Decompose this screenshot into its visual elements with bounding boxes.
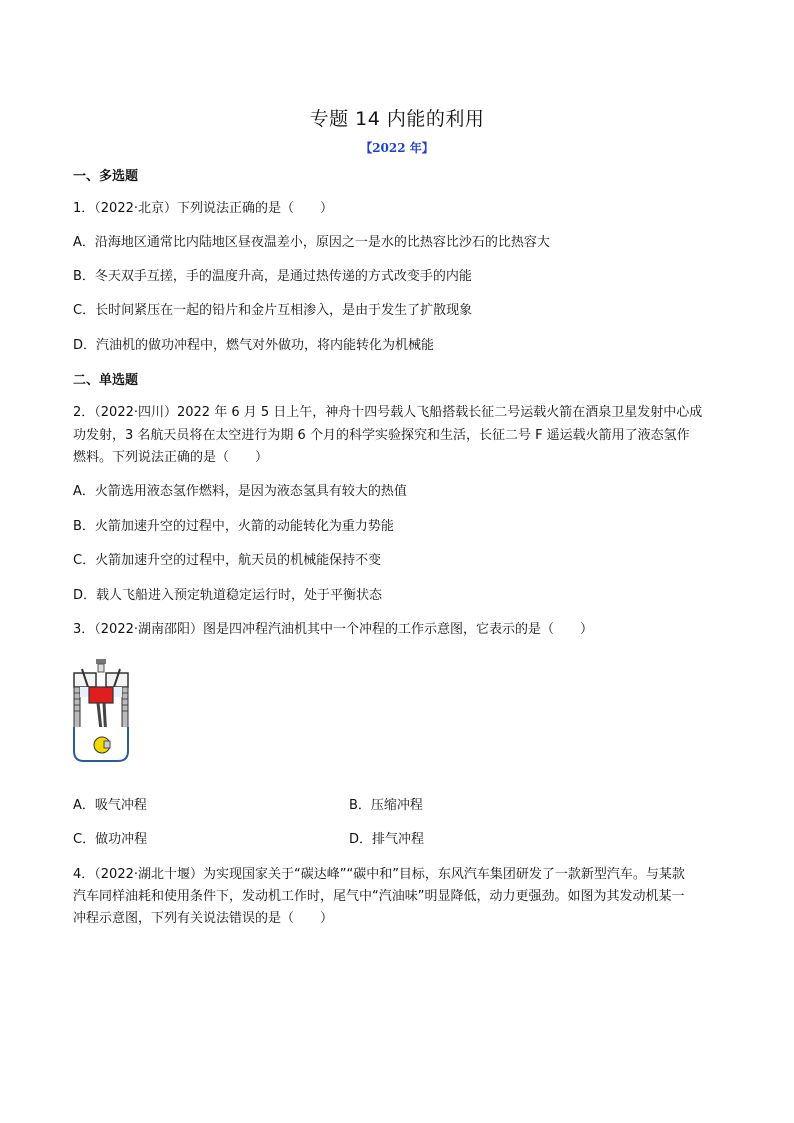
q3-option-b: B．压缩冲程 <box>349 798 423 813</box>
spark-plug-body <box>98 664 104 672</box>
crank-pin <box>104 741 110 748</box>
q1-option-c: C．长时间紧压在一起的铅片和金片互相渗入，是由于发生了扩散现象 <box>73 303 473 318</box>
q4-stem-line-1: 4．（2022·湖北十堰）为实现国家关于“碳达峰”“碳中和”目标，东风汽车集团研发了一款新型汽车。与某款 <box>73 867 685 882</box>
q2-option-a: A．火箭选用液态氢作燃料，是因为液态氢具有较大的热值 <box>73 484 407 499</box>
section-heading-multi: 一、多选题 <box>73 169 139 184</box>
q3-option-c: C．做功冲程 <box>73 832 148 847</box>
q2-option-d: D．载人飞船进入预定轨道稳定运行时，处于平衡状态 <box>73 588 383 603</box>
q2-stem-line-3: 燃料。下列说法正确的是（ ） <box>73 450 269 465</box>
q1-option-a: A．沿海地区通常比内陆地区昼夜温差小，原因之一是水的比热容比沙石的比热容大 <box>73 235 550 250</box>
q1-option-b: B．冬天双手互搓，手的温度升高，是通过热传递的方式改变手的内能 <box>73 269 472 284</box>
piston <box>89 687 113 703</box>
engine-stroke-diagram-icon <box>66 657 136 767</box>
q3-option-a: A．吸气冲程 <box>73 798 147 813</box>
year-tag: 【2022 年】 <box>360 141 434 155</box>
q3-stem: 3．（2022·湖南邵阳）图是四冲程汽油机其中一个冲程的工作示意图，它表示的是（ ） <box>73 622 593 637</box>
q3-option-d: D．排气冲程 <box>349 832 425 847</box>
section-heading-single: 二、单选题 <box>73 373 139 388</box>
q2-stem-line-2: 功发射，3 名航天员将在太空进行为期 6 个月的科学实验探究和生活，长征二号 F 遥运载火箭用了液态氢作 <box>73 428 690 443</box>
page-title: 专题 14 内能的利用 <box>309 108 485 130</box>
q1-option-d: D．汽油机的做功冲程中，燃气对外做功，将内能转化为机械能 <box>73 338 435 353</box>
q4-stem-line-3: 冲程示意图，下列有关说法错误的是（ ） <box>73 911 334 926</box>
q2-option-b: B．火箭加速升空的过程中，火箭的动能转化为重力势能 <box>73 519 394 534</box>
q2-option-c: C．火箭加速升空的过程中，航天员的机械能保持不变 <box>73 553 382 568</box>
q2-stem-line-1: 2．（2022·四川）2022 年 6 月 5 日上午，神舟十四号载人飞船搭载长征二号运载火箭在酒泉卫星发射中心成 <box>73 405 703 420</box>
q1-stem: 1．（2022·北京）下列说法正确的是（ ） <box>73 201 333 216</box>
spark-plug-top <box>96 659 106 664</box>
q4-stem-line-2: 汽车同样油耗和使用条件下，发动机工作时，尾气中“汽油味”明显降低，动力更强劲。如图为其发动机某一 <box>73 889 685 904</box>
